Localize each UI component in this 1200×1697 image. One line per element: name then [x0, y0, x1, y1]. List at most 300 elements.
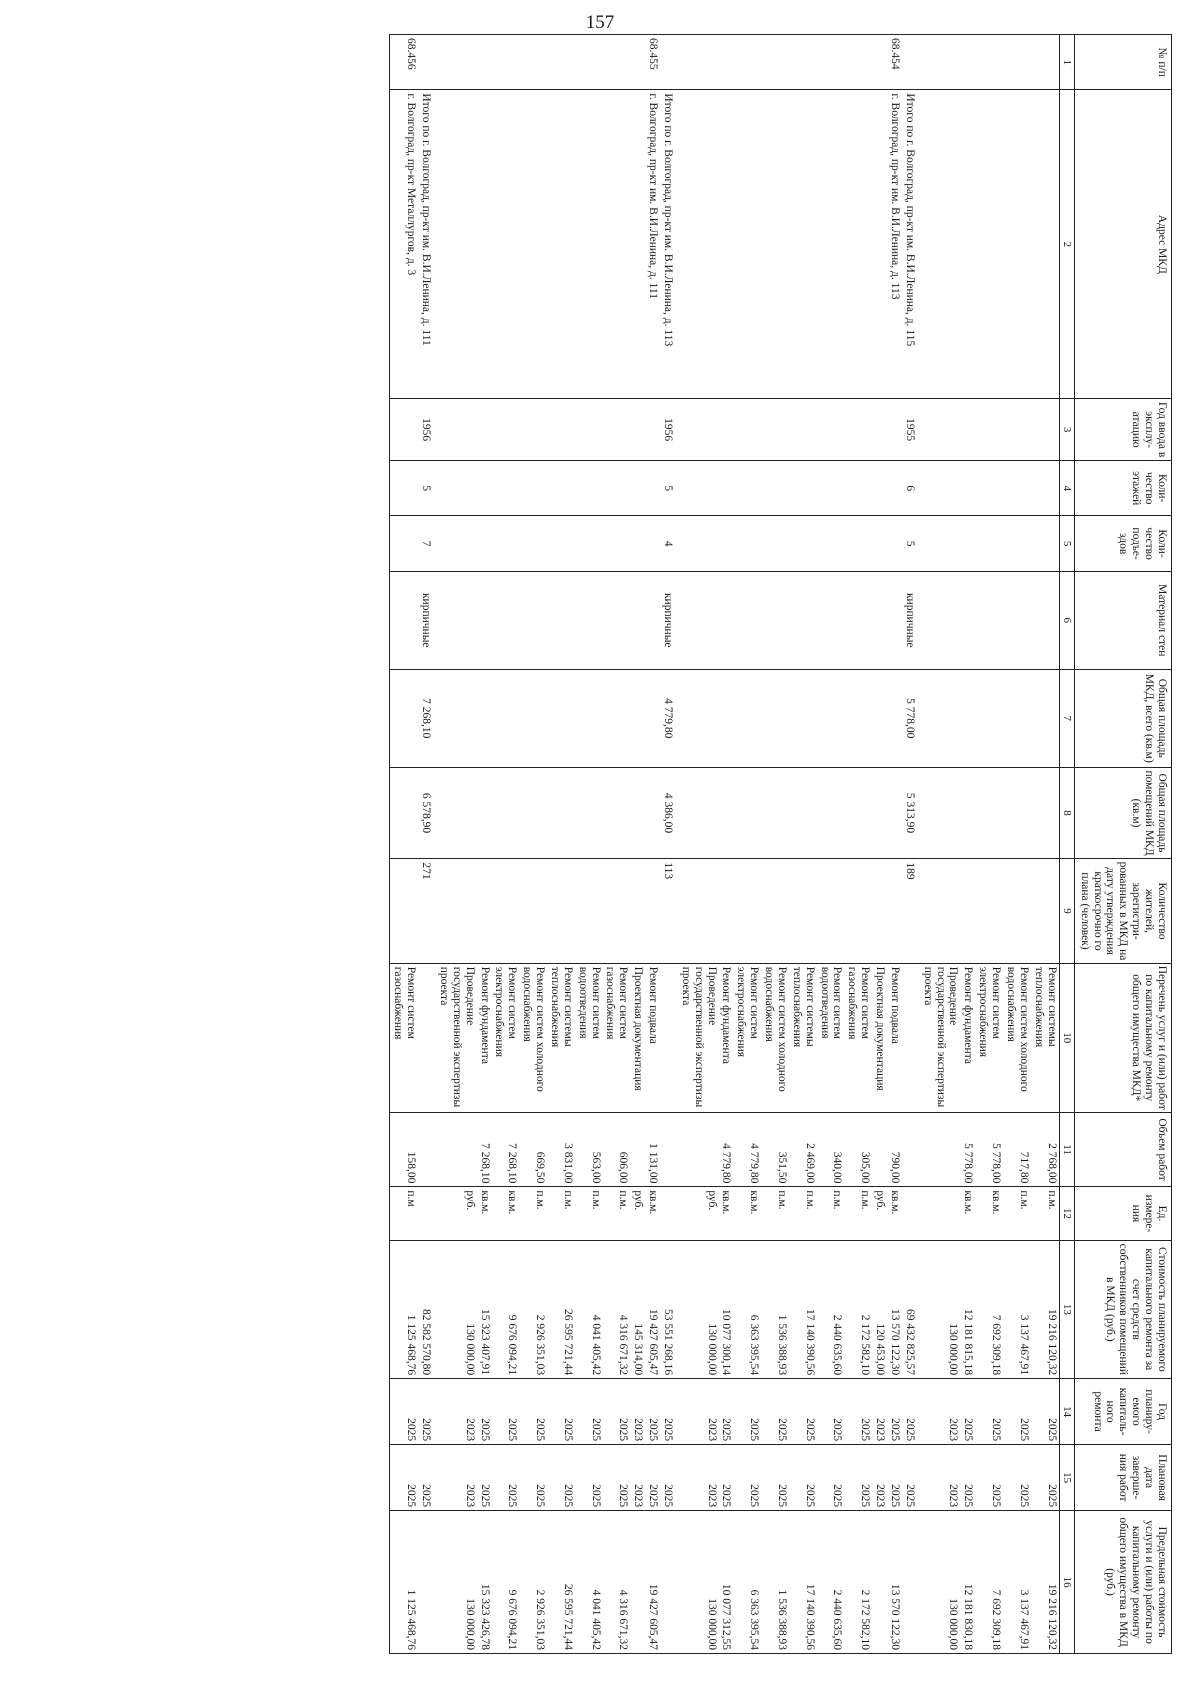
row-number: 68.456: [390, 35, 418, 90]
residents-cell: [920, 859, 961, 963]
unit-cell: п.м.: [789, 1187, 817, 1240]
rooms-area-cell: [761, 767, 789, 859]
total-area-cell: [477, 669, 492, 767]
residents-cell: [844, 859, 872, 963]
address-cell: [733, 90, 761, 399]
cost-cell: 3 137 467,91: [1003, 1240, 1031, 1378]
rooms-area-cell: [519, 767, 547, 859]
total-area-cell: [645, 669, 660, 767]
table-row: [789, 35, 817, 1654]
rooms-area-cell: 4 386,00: [660, 767, 678, 859]
work-cell: Проведение государственной экспертизы проекта: [678, 963, 719, 1112]
page-number: 157: [585, 12, 615, 33]
entrances-cell: [844, 516, 872, 571]
floors-cell: 6: [902, 461, 920, 516]
end-date-cell: 2023: [630, 1445, 645, 1511]
row-number: [519, 35, 547, 90]
column-header: Адрес МКД: [1074, 90, 1171, 399]
repair-year-cell: 2025: [645, 1379, 660, 1445]
wall-material-cell: [492, 571, 520, 669]
entrances-cell: [761, 516, 789, 571]
address-cell: [719, 90, 734, 399]
work-cell: Проектная документация: [872, 963, 887, 1112]
cost-cell: 130 000,00: [920, 1240, 961, 1378]
address-cell: г. Волгоград, пр-кт им. В.И.Ленина, д. 113: [887, 90, 902, 399]
end-date-cell: 2023: [436, 1445, 477, 1511]
column-header: Количество жителей, зарегистри-рованных в МКД на дату утверждения краткосрочно го плана (человек): [1074, 859, 1171, 963]
address-cell: [920, 90, 961, 399]
row-number: [920, 35, 961, 90]
floors-cell: [390, 461, 418, 516]
residents-cell: 189: [902, 859, 920, 963]
cost-cell: 82 582 570,80: [418, 1240, 436, 1378]
cost-cell: 12 181 815,18: [960, 1240, 975, 1378]
rooms-area-cell: [789, 767, 817, 859]
floors-cell: 5: [418, 461, 436, 516]
residents-cell: [645, 859, 660, 963]
rooms-area-cell: [887, 767, 902, 859]
limit-cost-cell: 1 536 388,93: [761, 1511, 789, 1654]
volume-cell: 3 831,00: [547, 1112, 575, 1187]
cost-cell: 4 316 671,32: [603, 1240, 631, 1378]
table-row: [960, 35, 975, 1654]
repair-year-cell: 2025: [844, 1379, 872, 1445]
address-cell: [519, 90, 547, 399]
residents-cell: [678, 859, 719, 963]
volume-cell: 305,00: [844, 1112, 872, 1187]
volume-cell: [436, 1112, 477, 1187]
address-cell: г. Волгоград, пр-кт им. В.И.Ленина, д. 111: [645, 90, 660, 399]
column-number: 4: [1059, 461, 1074, 516]
entrances-cell: [719, 516, 734, 571]
year-built-cell: 1956: [660, 399, 678, 461]
work-cell: Ремонт систем холодного водоснабжения: [519, 963, 547, 1112]
unit-cell: [902, 1187, 920, 1240]
unit-cell: п.м.: [603, 1187, 631, 1240]
column-number: 11: [1059, 1112, 1074, 1187]
repair-year-cell: 2025: [603, 1379, 631, 1445]
total-area-cell: [844, 669, 872, 767]
floors-cell: [872, 461, 887, 516]
row-number: [872, 35, 887, 90]
work-cell: Ремонт систем электроснабжения: [733, 963, 761, 1112]
table-row: [390, 35, 418, 1654]
floors-cell: [645, 461, 660, 516]
column-number: 14: [1059, 1379, 1074, 1445]
entrances-cell: [920, 516, 961, 571]
cost-cell: 2 172 582,10: [844, 1240, 872, 1378]
repair-year-cell: 2025: [817, 1379, 845, 1445]
limit-cost-cell: 7 692 309,18: [975, 1511, 1003, 1654]
floors-cell: [789, 461, 817, 516]
table-row: [761, 35, 789, 1654]
entrances-cell: [678, 516, 719, 571]
wall-material-cell: [733, 571, 761, 669]
end-date-cell: 2025: [660, 1445, 678, 1511]
limit-cost-cell: 10 077 312,55: [719, 1511, 734, 1654]
rooms-area-cell: [603, 767, 631, 859]
row-number: [678, 35, 719, 90]
unit-cell: [660, 1187, 678, 1240]
address-cell: [678, 90, 719, 399]
floors-cell: [436, 461, 477, 516]
wall-material-cell: [575, 571, 603, 669]
rooms-area-cell: [390, 767, 418, 859]
limit-cost-cell: 13 570 122,30: [887, 1511, 902, 1654]
end-date-cell: 2025: [817, 1445, 845, 1511]
work-cell: Ремонт системы теплоснабжения: [1031, 963, 1059, 1112]
address-cell: [817, 90, 845, 399]
entrances-cell: [1003, 516, 1031, 571]
repair-year-cell: 2025: [660, 1379, 678, 1445]
volume-cell: [660, 1112, 678, 1187]
repair-year-cell: 2025: [960, 1379, 975, 1445]
rooms-area-cell: [975, 767, 1003, 859]
total-area-cell: [575, 669, 603, 767]
table-row: [603, 35, 631, 1654]
row-number: 68.455: [645, 35, 660, 90]
cost-cell: 1 125 468,76: [390, 1240, 418, 1378]
cost-cell: 4 041 405,42: [575, 1240, 603, 1378]
work-cell: [902, 963, 920, 1112]
rooms-area-cell: [960, 767, 975, 859]
year-built-cell: [519, 399, 547, 461]
limit-cost-cell: [630, 1511, 645, 1654]
table-row: [1031, 35, 1059, 1654]
limit-cost-cell: 3 137 467,91: [1003, 1511, 1031, 1654]
work-cell: Ремонт систем электроснабжения: [975, 963, 1003, 1112]
rooms-area-cell: [920, 767, 961, 859]
address-cell: [1003, 90, 1031, 399]
column-header: Стоимость планируемого капитального ремонта за счет средств собственников помещений в МКД (руб.): [1074, 1240, 1171, 1378]
end-date-cell: 2025: [975, 1445, 1003, 1511]
total-area-cell: [761, 669, 789, 767]
unit-cell: кв.м.: [960, 1187, 975, 1240]
limit-cost-cell: 130 000,00: [920, 1511, 961, 1654]
residents-cell: [492, 859, 520, 963]
repair-year-cell: 2025: [761, 1379, 789, 1445]
year-built-cell: [603, 399, 631, 461]
cost-cell: 13 570 122,30: [887, 1240, 902, 1378]
end-date-cell: 2025: [960, 1445, 975, 1511]
work-cell: Ремонт подвала: [887, 963, 902, 1112]
repair-year-cell: 2025: [477, 1379, 492, 1445]
floors-cell: [678, 461, 719, 516]
total-area-cell: [817, 669, 845, 767]
limit-cost-cell: [418, 1511, 436, 1654]
address-cell: Итого по г. Волгоград, пр-кт им. В.И.Ленина, д. 115: [902, 90, 920, 399]
unit-cell: п.м.: [844, 1187, 872, 1240]
end-date-cell: 2025: [1003, 1445, 1031, 1511]
total-area-cell: [630, 669, 645, 767]
year-built-cell: [817, 399, 845, 461]
end-date-cell: 2025: [719, 1445, 734, 1511]
year-built-cell: [645, 399, 660, 461]
limit-cost-cell: 130 000,00: [678, 1511, 719, 1654]
unit-cell: руб.: [630, 1187, 645, 1240]
residents-cell: [575, 859, 603, 963]
unit-cell: п.м.: [817, 1187, 845, 1240]
residents-cell: [547, 859, 575, 963]
total-area-cell: [719, 669, 734, 767]
entrances-cell: [547, 516, 575, 571]
floors-cell: [887, 461, 902, 516]
table-row: [630, 35, 645, 1654]
column-header: Коли-чество этажей: [1074, 461, 1171, 516]
floors-cell: [1031, 461, 1059, 516]
address-cell: [844, 90, 872, 399]
rooms-area-cell: [719, 767, 734, 859]
volume-cell: 5 778,00: [975, 1112, 1003, 1187]
repair-year-cell: 2025: [390, 1379, 418, 1445]
limit-cost-cell: 15 323 426,78: [477, 1511, 492, 1654]
volume-cell: 563,00: [575, 1112, 603, 1187]
cost-cell: 7 692 309,18: [975, 1240, 1003, 1378]
work-cell: Ремонт фундамента: [477, 963, 492, 1112]
cost-cell: 2 440 635,60: [817, 1240, 845, 1378]
table-row: [660, 35, 678, 1654]
limit-cost-cell: [872, 1511, 887, 1654]
cost-cell: 130 000,00: [678, 1240, 719, 1378]
work-cell: [418, 963, 436, 1112]
unit-cell: п.м.: [761, 1187, 789, 1240]
entrances-cell: [887, 516, 902, 571]
end-date-cell: 2025: [418, 1445, 436, 1511]
column-number-row: [1059, 35, 1074, 1654]
volume-cell: [872, 1112, 887, 1187]
cost-cell: 9 676 094,21: [492, 1240, 520, 1378]
repair-year-cell: 2025: [519, 1379, 547, 1445]
floors-cell: [844, 461, 872, 516]
address-cell: [492, 90, 520, 399]
residents-cell: [719, 859, 734, 963]
work-cell: Ремонт системы теплоснабжения: [789, 963, 817, 1112]
total-area-cell: 5 778,00: [902, 669, 920, 767]
rooms-area-cell: [645, 767, 660, 859]
column-header: Общая площадь помещений МКД (кв.м): [1074, 767, 1171, 859]
volume-cell: [902, 1112, 920, 1187]
table-row: [872, 35, 887, 1654]
wall-material-cell: [645, 571, 660, 669]
table-row: [645, 35, 660, 1654]
rooms-area-cell: [630, 767, 645, 859]
limit-cost-cell: 2 926 351,03: [519, 1511, 547, 1654]
entrances-cell: [817, 516, 845, 571]
year-built-cell: [733, 399, 761, 461]
residents-cell: [872, 859, 887, 963]
wall-material-cell: кирпичные: [660, 571, 678, 669]
row-number: [733, 35, 761, 90]
wall-material-cell: [390, 571, 418, 669]
repair-year-cell: 2023: [872, 1379, 887, 1445]
header-row: [1074, 35, 1171, 1654]
total-area-cell: [872, 669, 887, 767]
entrances-cell: [630, 516, 645, 571]
cost-cell: 69 432 825,57: [902, 1240, 920, 1378]
row-number: [1031, 35, 1059, 90]
rooms-area-cell: 6 578,90: [418, 767, 436, 859]
residents-cell: [761, 859, 789, 963]
rooms-area-cell: [547, 767, 575, 859]
address-cell: г. Волгоград, пр-кт Металлургов, д. 3: [390, 90, 418, 399]
table-row: [418, 35, 436, 1654]
floors-cell: [920, 461, 961, 516]
residents-cell: [519, 859, 547, 963]
cost-cell: 26 595 721,44: [547, 1240, 575, 1378]
row-number: [603, 35, 631, 90]
address-cell: [761, 90, 789, 399]
residents-cell: [477, 859, 492, 963]
rotated-sheet: [52, 34, 1172, 1654]
total-area-cell: [733, 669, 761, 767]
wall-material-cell: кирпичные: [418, 571, 436, 669]
capital-repair-table: [389, 34, 1172, 1654]
total-area-cell: [678, 669, 719, 767]
repair-year-cell: 2025: [902, 1379, 920, 1445]
total-area-cell: 4 779,80: [660, 669, 678, 767]
entrances-cell: 4: [660, 516, 678, 571]
residents-cell: [436, 859, 477, 963]
repair-year-cell: 2025: [547, 1379, 575, 1445]
limit-cost-cell: [660, 1511, 678, 1654]
volume-cell: 669,50: [519, 1112, 547, 1187]
year-built-cell: [920, 399, 961, 461]
unit-cell: [418, 1187, 436, 1240]
address-cell: [960, 90, 975, 399]
table-row: [719, 35, 734, 1654]
year-built-cell: [630, 399, 645, 461]
floors-cell: [1003, 461, 1031, 516]
repair-year-cell: 2025: [975, 1379, 1003, 1445]
residents-cell: [1003, 859, 1031, 963]
entrances-cell: 5: [902, 516, 920, 571]
rooms-area-cell: [678, 767, 719, 859]
unit-cell: п.м.: [1031, 1187, 1059, 1240]
repair-year-cell: 2025: [1003, 1379, 1031, 1445]
table-row: [678, 35, 719, 1654]
unit-cell: [920, 1187, 961, 1240]
repair-year-cell: 2025: [719, 1379, 734, 1445]
table-row: [575, 35, 603, 1654]
work-cell: Проведение государственной экспертизы проекта: [436, 963, 477, 1112]
total-area-cell: [920, 669, 961, 767]
volume-cell: [630, 1112, 645, 1187]
cost-cell: 2 926 351,03: [519, 1240, 547, 1378]
entrances-cell: [492, 516, 520, 571]
volume-cell: [678, 1112, 719, 1187]
work-cell: Проведение государственной экспертизы проекта: [920, 963, 961, 1112]
floors-cell: [719, 461, 734, 516]
year-built-cell: 1956: [418, 399, 436, 461]
unit-cell: кв.м.: [975, 1187, 1003, 1240]
unit-cell: кв.м.: [492, 1187, 520, 1240]
total-area-cell: [887, 669, 902, 767]
address-cell: Итого по г. Волгоград, пр-кт им. В.И.Ленина, д. 111: [418, 90, 436, 399]
wall-material-cell: [547, 571, 575, 669]
column-number: 6: [1059, 571, 1074, 669]
end-date-cell: 2025: [492, 1445, 520, 1511]
row-number: [975, 35, 1003, 90]
floors-cell: [761, 461, 789, 516]
total-area-cell: [547, 669, 575, 767]
column-header: Перечень услуг и (или) работ по капитальному ремонту общего имущества МКД*: [1074, 963, 1171, 1112]
rooms-area-cell: [844, 767, 872, 859]
wall-material-cell: [519, 571, 547, 669]
row-number: [575, 35, 603, 90]
unit-cell: руб.: [872, 1187, 887, 1240]
column-number: 15: [1059, 1445, 1074, 1511]
end-date-cell: 2025: [645, 1445, 660, 1511]
limit-cost-cell: 9 676 094,21: [492, 1511, 520, 1654]
table-row: [547, 35, 575, 1654]
cost-cell: 6 363 395,54: [733, 1240, 761, 1378]
repair-year-cell: 2023: [920, 1379, 961, 1445]
cost-cell: 19 427 605,47: [645, 1240, 660, 1378]
cost-cell: 53 551 268,16: [660, 1240, 678, 1378]
unit-cell: руб.: [678, 1187, 719, 1240]
unit-cell: п.м.: [1003, 1187, 1031, 1240]
row-number: [547, 35, 575, 90]
address-cell: Итого по г. Волгоград, пр-кт им. В.И.Ленина, д. 113: [660, 90, 678, 399]
limit-cost-cell: 130 000,00: [436, 1511, 477, 1654]
row-number: [789, 35, 817, 90]
repair-year-cell: 2025: [733, 1379, 761, 1445]
column-number: 16: [1059, 1511, 1074, 1654]
limit-cost-cell: [902, 1511, 920, 1654]
column-header: Ед. измере-ния: [1074, 1187, 1171, 1240]
wall-material-cell: [920, 571, 961, 669]
unit-cell: кв.м.: [645, 1187, 660, 1240]
total-area-cell: [1003, 669, 1031, 767]
year-built-cell: [872, 399, 887, 461]
entrances-cell: [436, 516, 477, 571]
volume-cell: [920, 1112, 961, 1187]
work-cell: Ремонт систем холодного водоснабжения: [1003, 963, 1031, 1112]
column-number: 3: [1059, 399, 1074, 461]
table-row: [920, 35, 961, 1654]
rooms-area-cell: [733, 767, 761, 859]
repair-year-cell: 2025: [575, 1379, 603, 1445]
unit-cell: руб.: [436, 1187, 477, 1240]
unit-cell: п.м.: [547, 1187, 575, 1240]
column-header: Предельная стоимость услуги и (или) работы по капитальному ремонту общего имущества в МКД (руб.): [1074, 1511, 1171, 1654]
entrances-cell: [1031, 516, 1059, 571]
rooms-area-cell: 5 313,90: [902, 767, 920, 859]
row-number: [1003, 35, 1031, 90]
cost-cell: 10 077 300,14: [719, 1240, 734, 1378]
address-cell: [975, 90, 1003, 399]
volume-cell: 790,00: [887, 1112, 902, 1187]
repair-year-cell: 2025: [492, 1379, 520, 1445]
column-number: 1: [1059, 35, 1074, 90]
total-area-cell: [603, 669, 631, 767]
table-row: [519, 35, 547, 1654]
cost-cell: 130 000,00: [436, 1240, 477, 1378]
cost-cell: 1 536 388,93: [761, 1240, 789, 1378]
year-built-cell: [887, 399, 902, 461]
cost-cell: 17 140 390,56: [789, 1240, 817, 1378]
cost-cell: 145 314,00: [630, 1240, 645, 1378]
year-built-cell: 1955: [902, 399, 920, 461]
total-area-cell: 7 268,10: [418, 669, 436, 767]
end-date-cell: 2025: [547, 1445, 575, 1511]
volume-cell: [418, 1112, 436, 1187]
end-date-cell: 2025: [390, 1445, 418, 1511]
column-header: № п/п: [1074, 35, 1171, 90]
year-built-cell: [390, 399, 418, 461]
column-number: 2: [1059, 90, 1074, 399]
row-number: [902, 35, 920, 90]
